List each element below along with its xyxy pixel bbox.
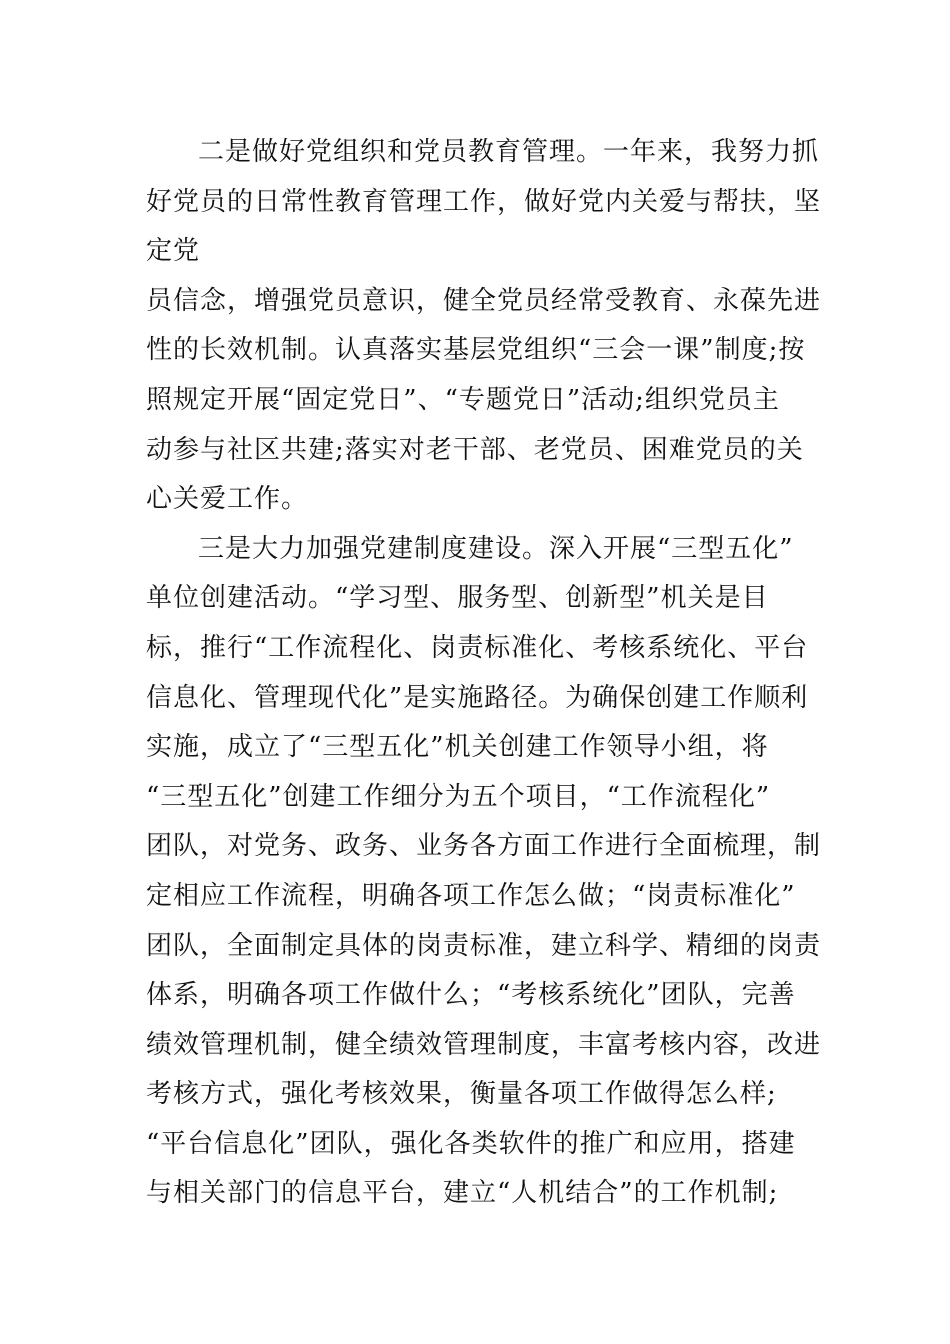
paragraph-3-line-12: 考核方式，强化考核效果，衡量各项工作做得怎么样;: [146, 1079, 777, 1110]
paragraph-3-line-2: 单位创建活动。“学习型、服务型、创新型”机关是目: [146, 583, 769, 614]
paragraph-3-line-4: 信息化、管理现代化”是实施路径。为确保创建工作顺利: [146, 682, 809, 713]
paragraph-3-line-11: 绩效管理机制，健全绩效管理制度，丰富考核内容，改进: [146, 1029, 822, 1060]
paragraph-3-line-6: “三型五化”创建工作细分为五个项目，“工作流程化”: [146, 781, 771, 812]
paragraph-3-line-7: 团队，对党务、政务、业务各方面工作进行全面梳理，制: [146, 831, 822, 862]
paragraph-2-line-7: 动参与社区共建;落实对老干部、老党员、困难党员的关: [146, 434, 804, 465]
paragraph-3-line-14: 与相关部门的信息平台，建立“人机结合”的工作机制;: [146, 1178, 779, 1209]
paragraph-3-line-9: 团队，全面制定具体的岗责标准，建立科学、精细的岗责: [146, 930, 822, 961]
paragraph-2-line-3: 定党: [146, 236, 201, 267]
paragraph-2-line-2: 好党员的日常性教育管理工作，做好党内关爱与帮扶，坚: [146, 186, 822, 217]
paragraph-3-line-3: 标，推行“工作流程化、岗责标准化、考核系统化、平台: [146, 632, 809, 663]
paragraph-3-line-5: 实施，成立了“三型五化”机关创建工作领导小组，将: [146, 732, 769, 763]
paragraph-3-line-1: 三是大力加强党建制度建设。深入开展“三型五化”: [198, 533, 794, 564]
document-body: [146, 128, 822, 1219]
paragraph-2-line-4: 员信念，增强党员意识，健全党员经常受教育、永葆先进: [146, 285, 822, 316]
paragraph-3-line-10: 体系，明确各项工作做什么；“考核系统化”团队，完善: [146, 980, 796, 1011]
paragraph-2-line-8: 心关爱工作。: [146, 484, 309, 515]
paragraph-3-line-13: “平台信息化”团队，强化各类软件的推广和应用，搭建: [146, 1128, 796, 1159]
paragraph-2-line-1: 二是做好党组织和党员教育管理。一年来，我努力抓: [198, 137, 820, 167]
paragraph-2-line-5: 性的长效机制。认真落实基层党组织“三会一课”制度;按: [146, 335, 806, 366]
paragraph-3-line-8: 定相应工作流程，明确各项工作怎么做；“岗责标准化”: [146, 880, 796, 911]
paragraph-2-line-6: 照规定开展“固定党日”、“专题党日”活动;组织党员主: [146, 384, 780, 415]
